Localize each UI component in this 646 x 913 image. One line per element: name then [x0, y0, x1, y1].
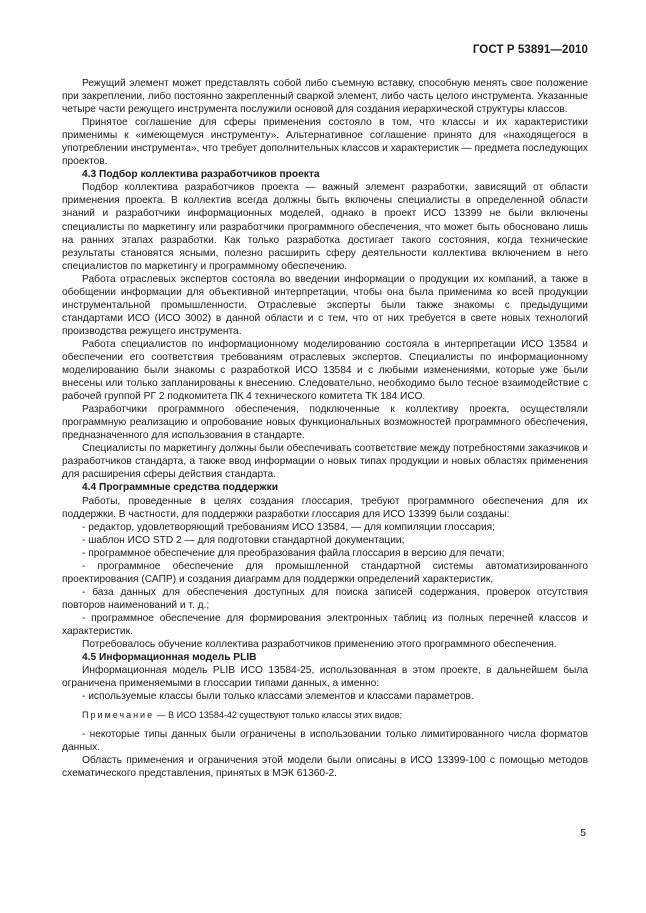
list-item: - программное обеспечение для промышленной стандартной системы автоматизированного проектирования (САПР) и создания диаграмм для поддержки определений характеристик, — [62, 560, 588, 585]
paragraph: Область применения и ограничения этой модели были описаны в ИСО 13399-100 с помощью методов схематического представления, принятых в МЭК 61360-2. — [62, 755, 588, 780]
section-heading-4-3: 4.3 Подбор коллектива разработчиков проекта — [82, 169, 320, 181]
page-number: 5 — [580, 827, 586, 839]
note-label: Примечание — [82, 710, 155, 721]
paragraph: Работы, проведенные в целях создания глоссария, требуют программного обеспечения для их поддержки. В частности, для поддержки разработки глоссария для ИСО 13399 были созданы: — [62, 495, 588, 520]
paragraph: Разработчики программного обеспечения, подключенные к коллективу проекта, осуществляли программную реализацию и опробование новых функциональных возможностей программного обеспечения, предназначенного для использования в стандарте. — [62, 404, 588, 442]
section-heading-4-4: 4.4 Программные средства поддержки — [82, 482, 278, 494]
list-item: - редактор, удовлетворяющий требованиям ИСО 13584, — для компиляции глоссария; — [82, 521, 495, 533]
paragraph: Информационная модель PLIB ИСО 13584-25, использованная в этом проекте, в дальнейшем была ограничена применяемыми в глоссарии типами данных, а именно: — [62, 665, 588, 690]
note-text: — В ИСО 13584-42 существуют только классы этих видов; — [154, 710, 403, 721]
list-item: - некоторые типы данных были ограничены в использовании только лимитированного числа форматов данных. — [62, 729, 588, 754]
note — [62, 709, 588, 722]
paragraph: Режущий элемент может представлять собой либо съемную вставку, способную менять свое положение при закреплении, либо постоянно закрепленный сваркой элемент, либо часть целого инструмента. Указанные четыре части режущего инструмента послужили основой для создания иерархической структуры классов. — [62, 78, 588, 116]
list-item: - база данных для обеспечения доступных для поиска записей содержания, проверок отсутствия повторов наименований и т. д.; — [62, 586, 588, 611]
paragraph: Специалисты по маркетингу должны были обеспечивать соответствие между потребностями заказчиков и разработчиков стандарта, а также ввод информации о новых типах продукции и новых областях применения для расширения сферы действия стандарта. — [62, 443, 588, 481]
section-heading-4-5: 4.5 Информационная модель PLIB — [82, 652, 257, 664]
paragraph: Подбор коллектива разработчиков проекта — важный элемент разработки, зависящий от области применения проекта. В коллектив всегда должны быть включены специалисты в определенной области знаний и разработчики информационных моделей, однако в проект ИСО 13399 не были включены специалисты по маркетингу или разработчики программного обеспечения, что может быть обосновано лишь на ранних этапах разработки. Как только разработка достигает такого состояния, когда технические результаты становятся ясными, полезно расширить сферу деятельности коллектива включением в него специалистов по маркетингу и программному обеспечению. — [62, 182, 588, 272]
list-item: - используемые классы были только классами элементов и классами параметров. — [82, 691, 474, 703]
paragraph: Работа отраслевых экспертов состояла во введении информации о продукции их компаний, а также в обобщении информации для объективной интерпретации, чтобы она была применима ко всей продукции инструментальной промышленности. Отраслевые эксперты были также знакомы с предыдущими стандартами ИСО (ИСО 3002) в данной области и с тем, что от них требуется в свете новых технологий производства режущего инструмента. — [62, 273, 588, 337]
paragraph: Потребовалось обучение коллектива разработчиков применению этого программного обеспечения. — [82, 639, 557, 651]
list-item: - программное обеспечение для формирования электронных таблиц из полных перечней классов и характеристик. — [62, 612, 588, 637]
page-body — [62, 77, 588, 780]
paragraph: Работа специалистов по информационному моделированию состояла в интерпретации ИСО 13584 и обеспечении его соответствия требованиям отраслевых экспертов. Специалисты по информационному моделированию были знакомы с разработкой ИСО 13584 и с любыми изменениями, которые уже были внесены или только запланированы к внесению. Следовательно, необходимо было тесное взаимодействие с рабочей группой РГ 2 подкомитета ПК 4 технического комитета ТК 184 ИСО. — [62, 338, 588, 403]
list-item: - шаблон ИСО STD 2 — для подготовки стандартной документации; — [82, 534, 405, 546]
list-item: - программное обеспечение для преобразования файла глоссария в версию для печати; — [82, 547, 505, 559]
document-code: ГОСТ Р 53891—2010 — [472, 44, 588, 56]
paragraph: Принятое соглашение для сферы применения состояло в том, что классы и их характеристики применимы к «имеющемуся инструменту». Альтернативное соглашение принято для «находящегося в употреблении инструмента», что требует дополнительных классов и характеристик — предмета последующих проектов. — [62, 117, 588, 168]
